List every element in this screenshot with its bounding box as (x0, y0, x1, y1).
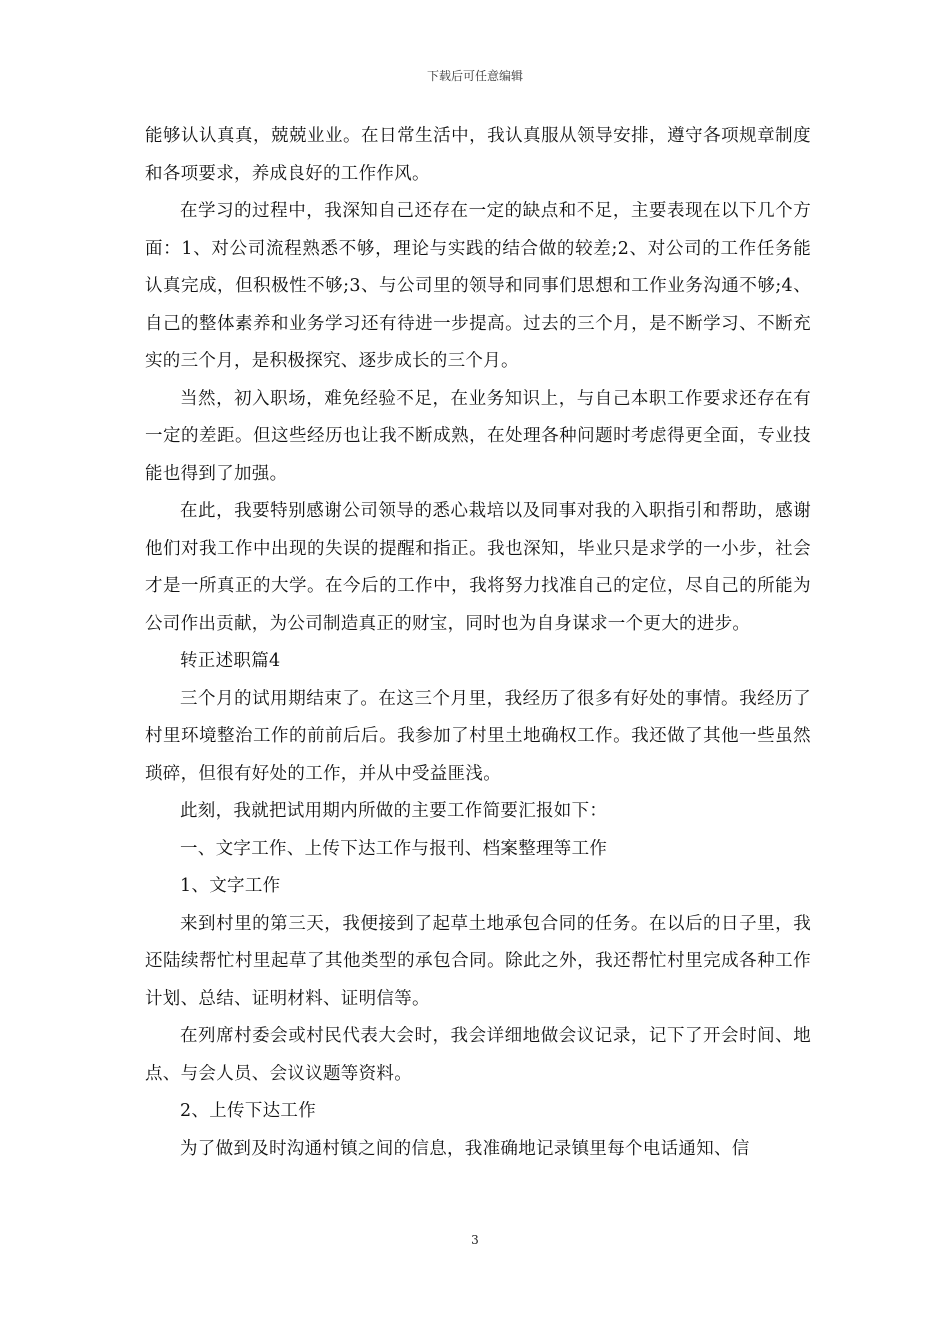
subheading-1-2: 2、上传下达工作 (180, 1101, 317, 1121)
paragraph-7: 来到村里的第三天，我便接到了起草土地承包合同的任务。在以后的日子里，我还陆续帮忙村里起草了其他类型的承包合同。除此之外，我还帮忙村里完成各种工作计划、总结、证明材料、证明信等。 (145, 913, 811, 1009)
document-body (145, 118, 811, 1168)
section-heading: 转正述职篇4 (180, 651, 281, 671)
paragraph-4: 在此，我要特别感谢公司领导的悉心栽培以及同事对我的入职指引和帮助，感谢他们对我工作中出现的失误的提醒和指正。我也深知，毕业只是求学的一小步，社会才是一所真正的大学。在今后的工作中，我将努力找准自己的定位，尽自己的所能为公司作出贡献，为公司制造真正的财宝，同时也为自身谋求一个更大的进步。 (145, 501, 811, 634)
paragraph-8: 在列席村委会或村民代表大会时，我会详细地做会议记录，记下了开会时间、地点、与会人员、会议议题等资料。 (145, 1026, 811, 1084)
page-header: 下载后可任意编辑 (426, 69, 523, 83)
subheading-1-1: 1、文字工作 (180, 876, 281, 896)
paragraph-1: 能够认认真真，兢兢业业。在日常生活中，我认真服从领导安排，遵守各项规章制度和各项要求，养成良好的工作作风。 (145, 126, 811, 184)
paragraph-9: 为了做到及时沟通村镇之间的信息，我准确地记录镇里每个电话通知、信 (180, 1138, 750, 1159)
paragraph-5: 三个月的试用期结束了。在这三个月里，我经历了很多有好处的事情。我经历了村里环境整治工作的前前后后。我参加了村里土地确权工作。我还做了其他一些虽然琐碎，但很有好处的工作，并从中受益匪浅。 (145, 688, 811, 784)
paragraph-2: 在学习的过程中，我深知自己还存在一定的缺点和不足，主要表现在以下几个方面：1、对公司流程熟悉不够，理论与实践的结合做的较差;2、对公司的工作任务能认真完成，但积极性不够;3、与公司里的领导和同事们思想和工作业务沟通不够;4、自己的整体素养和业务学习还有待进一步提高。过去的三个月，是不断学习、不断充实的三个月，是积极探究、逐步成长的三个月。 (145, 201, 811, 371)
paragraph-6: 此刻，我就把试用期内所做的主要工作简要汇报如下： (180, 801, 608, 821)
paragraph-3: 当然，初入职场，难免经验不足，在业务知识上，与自己本职工作要求还存在有一定的差距。但这些经历也让我不断成熟，在处理各种问题时考虑得更全面，专业技能也得到了加强。 (145, 388, 811, 484)
subheading-1: 一、文字工作、上传下达工作与报刊、档案整理等工作 (180, 838, 608, 859)
page-number: 3 (471, 1233, 479, 1247)
